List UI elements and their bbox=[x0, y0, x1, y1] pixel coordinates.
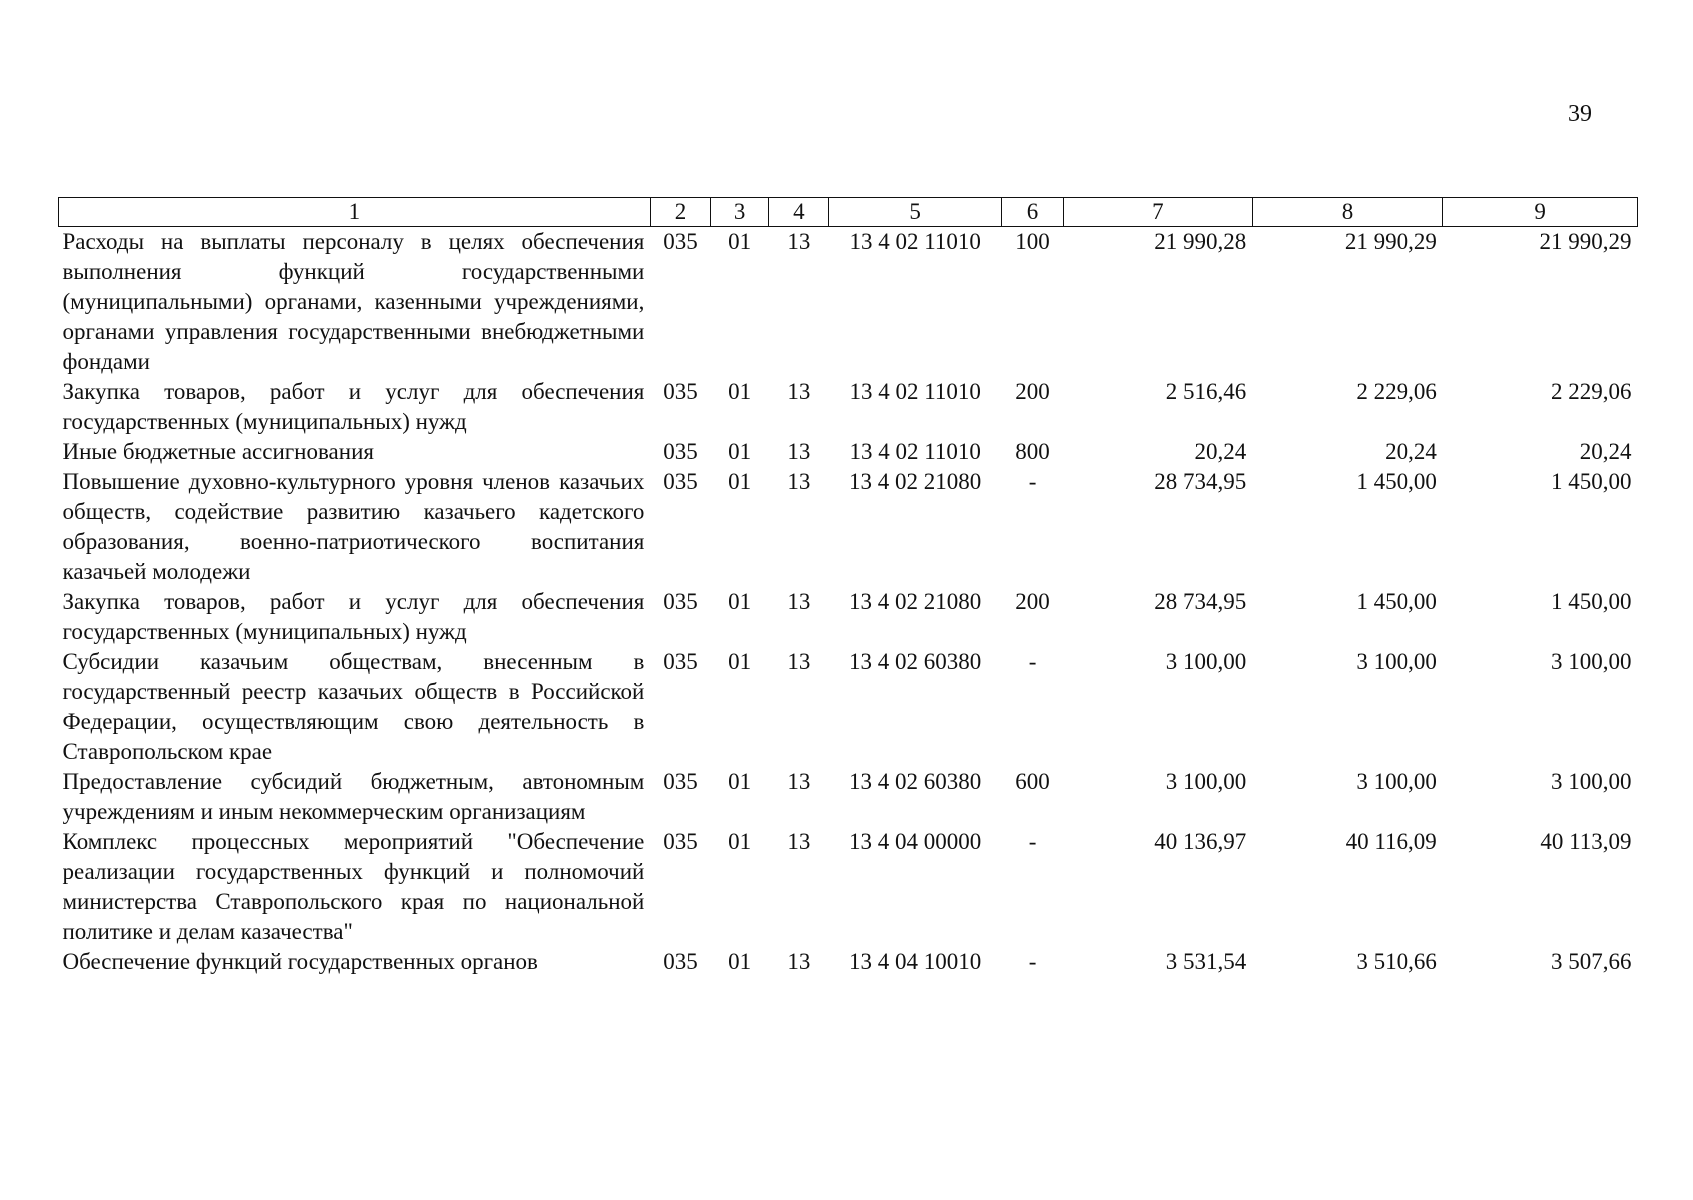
row-code-3: 01 bbox=[728, 829, 752, 854]
row-code-5: 13 4 04 00000 bbox=[849, 829, 982, 854]
row-code-3: 01 bbox=[728, 439, 752, 464]
row-name: Закупка товаров, работ и услуг для обеспечения государственных (муниципальных) нужд bbox=[62, 589, 645, 644]
row-code-6: - bbox=[1028, 649, 1037, 674]
row-value-7: 3 100,00 bbox=[1165, 649, 1247, 674]
row-code-4: 13 bbox=[787, 229, 811, 254]
row-code-5: 13 4 04 10010 bbox=[849, 949, 982, 974]
row-code-5: 13 4 02 60380 bbox=[849, 769, 982, 794]
row-code-2: 035 bbox=[663, 649, 698, 674]
table-header-row bbox=[59, 198, 1638, 227]
row-code-6: - bbox=[1028, 829, 1037, 854]
column-header-7: 7 bbox=[1064, 198, 1253, 227]
row-name: Комплекс процессных мероприятий "Обеспечение реализации государственных функций и полномочий министерства Ставропольского края по национальной политике и делам казачества" bbox=[62, 829, 645, 944]
row-name: Иные бюджетные ассигнования bbox=[62, 439, 374, 464]
row-code-2: 035 bbox=[663, 949, 698, 974]
row-code-4: 13 bbox=[787, 469, 811, 494]
row-code-5: 13 4 02 60380 bbox=[849, 649, 982, 674]
row-value-8: 1 450,00 bbox=[1356, 469, 1437, 494]
row-code-3: 01 bbox=[728, 229, 752, 254]
row-value-7: 20,24 bbox=[1194, 439, 1247, 464]
row-value-8: 2 229,06 bbox=[1356, 379, 1437, 404]
row-code-3: 01 bbox=[728, 379, 752, 404]
row-code-3: 01 bbox=[728, 769, 752, 794]
row-code-6: 600 bbox=[1015, 769, 1050, 794]
row-code-3: 01 bbox=[728, 649, 752, 674]
row-name: Повышение духовно-культурного уровня членов казачьих обществ, содействие развитию казачьего кадетского образования, военно-патриотического воспитания казачьей молодежи bbox=[62, 469, 645, 584]
row-code-6: - bbox=[1028, 469, 1037, 494]
row-code-3: 01 bbox=[728, 949, 752, 974]
row-value-8: 1 450,00 bbox=[1356, 589, 1437, 614]
row-name: Закупка товаров, работ и услуг для обеспечения государственных (муниципальных) нужд bbox=[62, 379, 645, 434]
row-value-9: 40 113,09 bbox=[1540, 829, 1632, 854]
table-row bbox=[59, 437, 1638, 467]
row-value-8: 3 510,66 bbox=[1356, 949, 1437, 974]
row-value-9: 21 990,29 bbox=[1539, 229, 1632, 254]
row-code-6: - bbox=[1028, 949, 1037, 974]
column-header-4: 4 bbox=[769, 198, 829, 227]
row-value-8: 21 990,29 bbox=[1344, 229, 1437, 254]
row-name: Предоставление субсидий бюджетным, автономным учреждениям и иным некоммерческим организациям bbox=[62, 769, 645, 824]
row-value-9: 3 507,66 bbox=[1551, 949, 1632, 974]
table-row bbox=[59, 647, 1638, 767]
row-code-3: 01 bbox=[728, 469, 752, 494]
table-row bbox=[59, 827, 1638, 947]
table-row bbox=[59, 947, 1638, 977]
row-value-8: 40 116,09 bbox=[1345, 829, 1437, 854]
column-header-1: 1 bbox=[59, 198, 651, 227]
row-value-7: 40 136,97 bbox=[1154, 829, 1247, 854]
row-code-2: 035 bbox=[663, 469, 698, 494]
column-header-5: 5 bbox=[829, 198, 1002, 227]
column-header-8: 8 bbox=[1252, 198, 1443, 227]
row-name: Субсидии казачьим обществам, внесенным в государственный реестр казачьих обществ в Российской Федерации, осуществляющим свою деятельность в Ставропольском крае bbox=[62, 649, 645, 764]
row-code-5: 13 4 02 11010 bbox=[849, 439, 981, 464]
row-value-8: 20,24 bbox=[1385, 439, 1437, 464]
row-code-6: 800 bbox=[1015, 439, 1050, 464]
row-code-4: 13 bbox=[787, 769, 811, 794]
row-code-4: 13 bbox=[787, 949, 811, 974]
row-value-7: 28 734,95 bbox=[1154, 469, 1247, 494]
table-row bbox=[59, 767, 1638, 827]
row-code-2: 035 bbox=[663, 229, 698, 254]
row-code-2: 035 bbox=[663, 379, 698, 404]
row-value-7: 2 516,46 bbox=[1165, 379, 1247, 404]
row-name: Расходы на выплаты персоналу в целях обеспечения выполнения функций государственными (муниципальными) органами, казенными учреждениями, органами управления государственными внебюджетными фондами bbox=[62, 229, 645, 374]
row-value-9: 20,24 bbox=[1579, 439, 1632, 464]
row-value-7: 3 531,54 bbox=[1165, 949, 1247, 974]
row-code-5: 13 4 02 11010 bbox=[849, 229, 981, 254]
row-code-6: 100 bbox=[1015, 229, 1050, 254]
row-code-2: 035 bbox=[663, 439, 698, 464]
row-value-7: 21 990,28 bbox=[1154, 229, 1247, 254]
column-header-2: 2 bbox=[650, 198, 710, 227]
row-code-6: 200 bbox=[1015, 589, 1050, 614]
table-row bbox=[59, 467, 1638, 587]
row-code-5: 13 4 02 11010 bbox=[849, 379, 981, 404]
row-value-9: 3 100,00 bbox=[1551, 769, 1632, 794]
row-code-6: 200 bbox=[1015, 379, 1050, 404]
row-value-9: 3 100,00 bbox=[1551, 649, 1632, 674]
row-code-4: 13 bbox=[787, 379, 811, 404]
row-code-5: 13 4 02 21080 bbox=[849, 469, 982, 494]
row-value-9: 1 450,00 bbox=[1551, 469, 1632, 494]
row-value-9: 2 229,06 bbox=[1551, 379, 1632, 404]
row-code-2: 035 bbox=[663, 829, 698, 854]
row-value-9: 1 450,00 bbox=[1551, 589, 1632, 614]
row-value-7: 3 100,00 bbox=[1165, 769, 1247, 794]
row-code-2: 035 bbox=[663, 769, 698, 794]
row-code-2: 035 bbox=[663, 589, 698, 614]
row-name: Обеспечение функций государственных органов bbox=[62, 949, 538, 974]
row-value-8: 3 100,00 bbox=[1356, 649, 1437, 674]
table-row bbox=[59, 377, 1638, 437]
page-number: 39 bbox=[1568, 101, 1592, 127]
column-header-6: 6 bbox=[1001, 198, 1063, 227]
row-code-4: 13 bbox=[787, 649, 811, 674]
row-value-7: 28 734,95 bbox=[1154, 589, 1247, 614]
row-code-5: 13 4 02 21080 bbox=[849, 589, 982, 614]
table-row bbox=[59, 587, 1638, 647]
budget-table bbox=[58, 197, 1638, 977]
row-code-4: 13 bbox=[787, 439, 811, 464]
column-header-3: 3 bbox=[711, 198, 769, 227]
row-code-3: 01 bbox=[728, 589, 752, 614]
column-header-9: 9 bbox=[1443, 198, 1638, 227]
row-code-4: 13 bbox=[787, 829, 811, 854]
table-row bbox=[59, 227, 1638, 378]
row-value-8: 3 100,00 bbox=[1356, 769, 1437, 794]
row-code-4: 13 bbox=[787, 589, 811, 614]
